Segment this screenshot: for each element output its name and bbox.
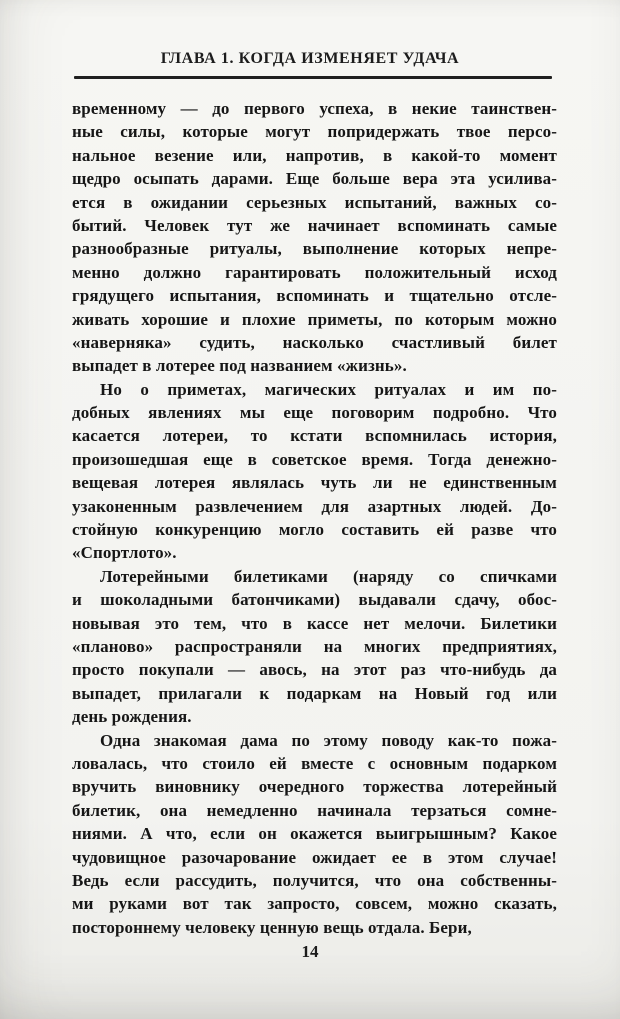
text-line: день рождения. — [72, 707, 192, 727]
text-line: вручить виновнику очередного торжества лотерейный — [72, 777, 557, 797]
text-line: новывая это тем, что в кассе нет мелочи. Билетики — [72, 613, 557, 633]
paragraph — [72, 729, 557, 940]
paragraph — [72, 97, 557, 378]
chapter-header: ГЛАВА 1. КОГДА ИЗМЕНЯЕТ УДАЧА — [160, 50, 460, 67]
text-line: Ведь если рассудить, получится, что она собственны- — [72, 870, 557, 890]
text-line: постороннему человеку ценную вещь отдала. Бери, — [72, 917, 472, 937]
text-line: и шоколадными батончиками) выдавали сдачу, обос- — [72, 590, 557, 610]
text-line: Одна знакомая дама по этому поводу как-то пожа- — [100, 730, 557, 750]
text-line: «наверняка» судить, насколько счастливый билет — [72, 332, 557, 352]
text-line: добных явлениях мы еще поговорим подробно. Что — [72, 403, 557, 423]
paragraph — [72, 378, 557, 565]
text-line: разнообразные ритуалы, выполнение которых непре- — [72, 239, 557, 259]
text-line: ми руками вот так запросто, совсем, можно сказать, — [72, 894, 557, 914]
text-line: «Спортлото». — [72, 543, 177, 563]
text-line: «планово» распространяли на многих предприятиях, — [72, 636, 557, 656]
page-number: 14 — [301, 942, 319, 961]
text-line: касается лотереи, то кстати вспомнилась история, — [72, 426, 557, 446]
text-line: узаконенным развлечением для азартных людей. До- — [72, 496, 557, 516]
text-line: вещевая лотерея являлась чуть ли не единственным — [72, 473, 557, 493]
text-line: живать хорошие и плохие приметы, по которым можно — [72, 309, 557, 329]
text-line: щедро осыпать дарами. Еще больше вера эта усилива- — [72, 169, 557, 189]
text-line: ловалась, что стоило ей вместе с основным подарком — [72, 753, 557, 773]
text-line: временному — до первого успеха, в некие таинствен- — [72, 99, 557, 118]
header-rule — [74, 76, 552, 79]
text-line: билетик, она немедленно начинала терзаться сомне- — [72, 800, 557, 820]
text-line: нальное везение или, напротив, в какой-то момент — [72, 145, 557, 165]
text-line: чудовищное разочарование ожидает ее в этом случае! — [72, 847, 557, 867]
text-line: ниями. А что, если он окажется выигрышным? Какое — [72, 824, 557, 844]
text-line: произошедшая еще в советское время. Тогда денежно- — [72, 449, 557, 469]
body-text — [72, 97, 557, 939]
text-line: стойную конкуренцию могло составить ей разве что — [72, 520, 557, 540]
text-line: ные силы, которые могут попридержать твое персо- — [72, 122, 557, 142]
text-line: грядущего испытания, вспоминать и тщательно отсле- — [72, 286, 557, 306]
text-line: менно должно гарантировать положительный исход — [72, 262, 557, 282]
text-line: выпадет в лотерее под названием «жизнь». — [72, 356, 407, 376]
text-line: Но о приметах, магических ритуалах и им по- — [100, 379, 557, 399]
text-line: выпадет, прилагали к подаркам на Новый год или — [72, 683, 557, 703]
text-line: ется в ожидании серьезных испытаний, важных со- — [72, 192, 557, 212]
text-line: бытий. Человек тут же начинает вспоминать самые — [72, 215, 557, 235]
text-line: просто покупали — авось, на этот раз что-нибудь да — [72, 660, 557, 680]
text-line: Лотерейными билетиками (наряду со спичками — [100, 566, 557, 586]
paragraph — [72, 565, 557, 729]
